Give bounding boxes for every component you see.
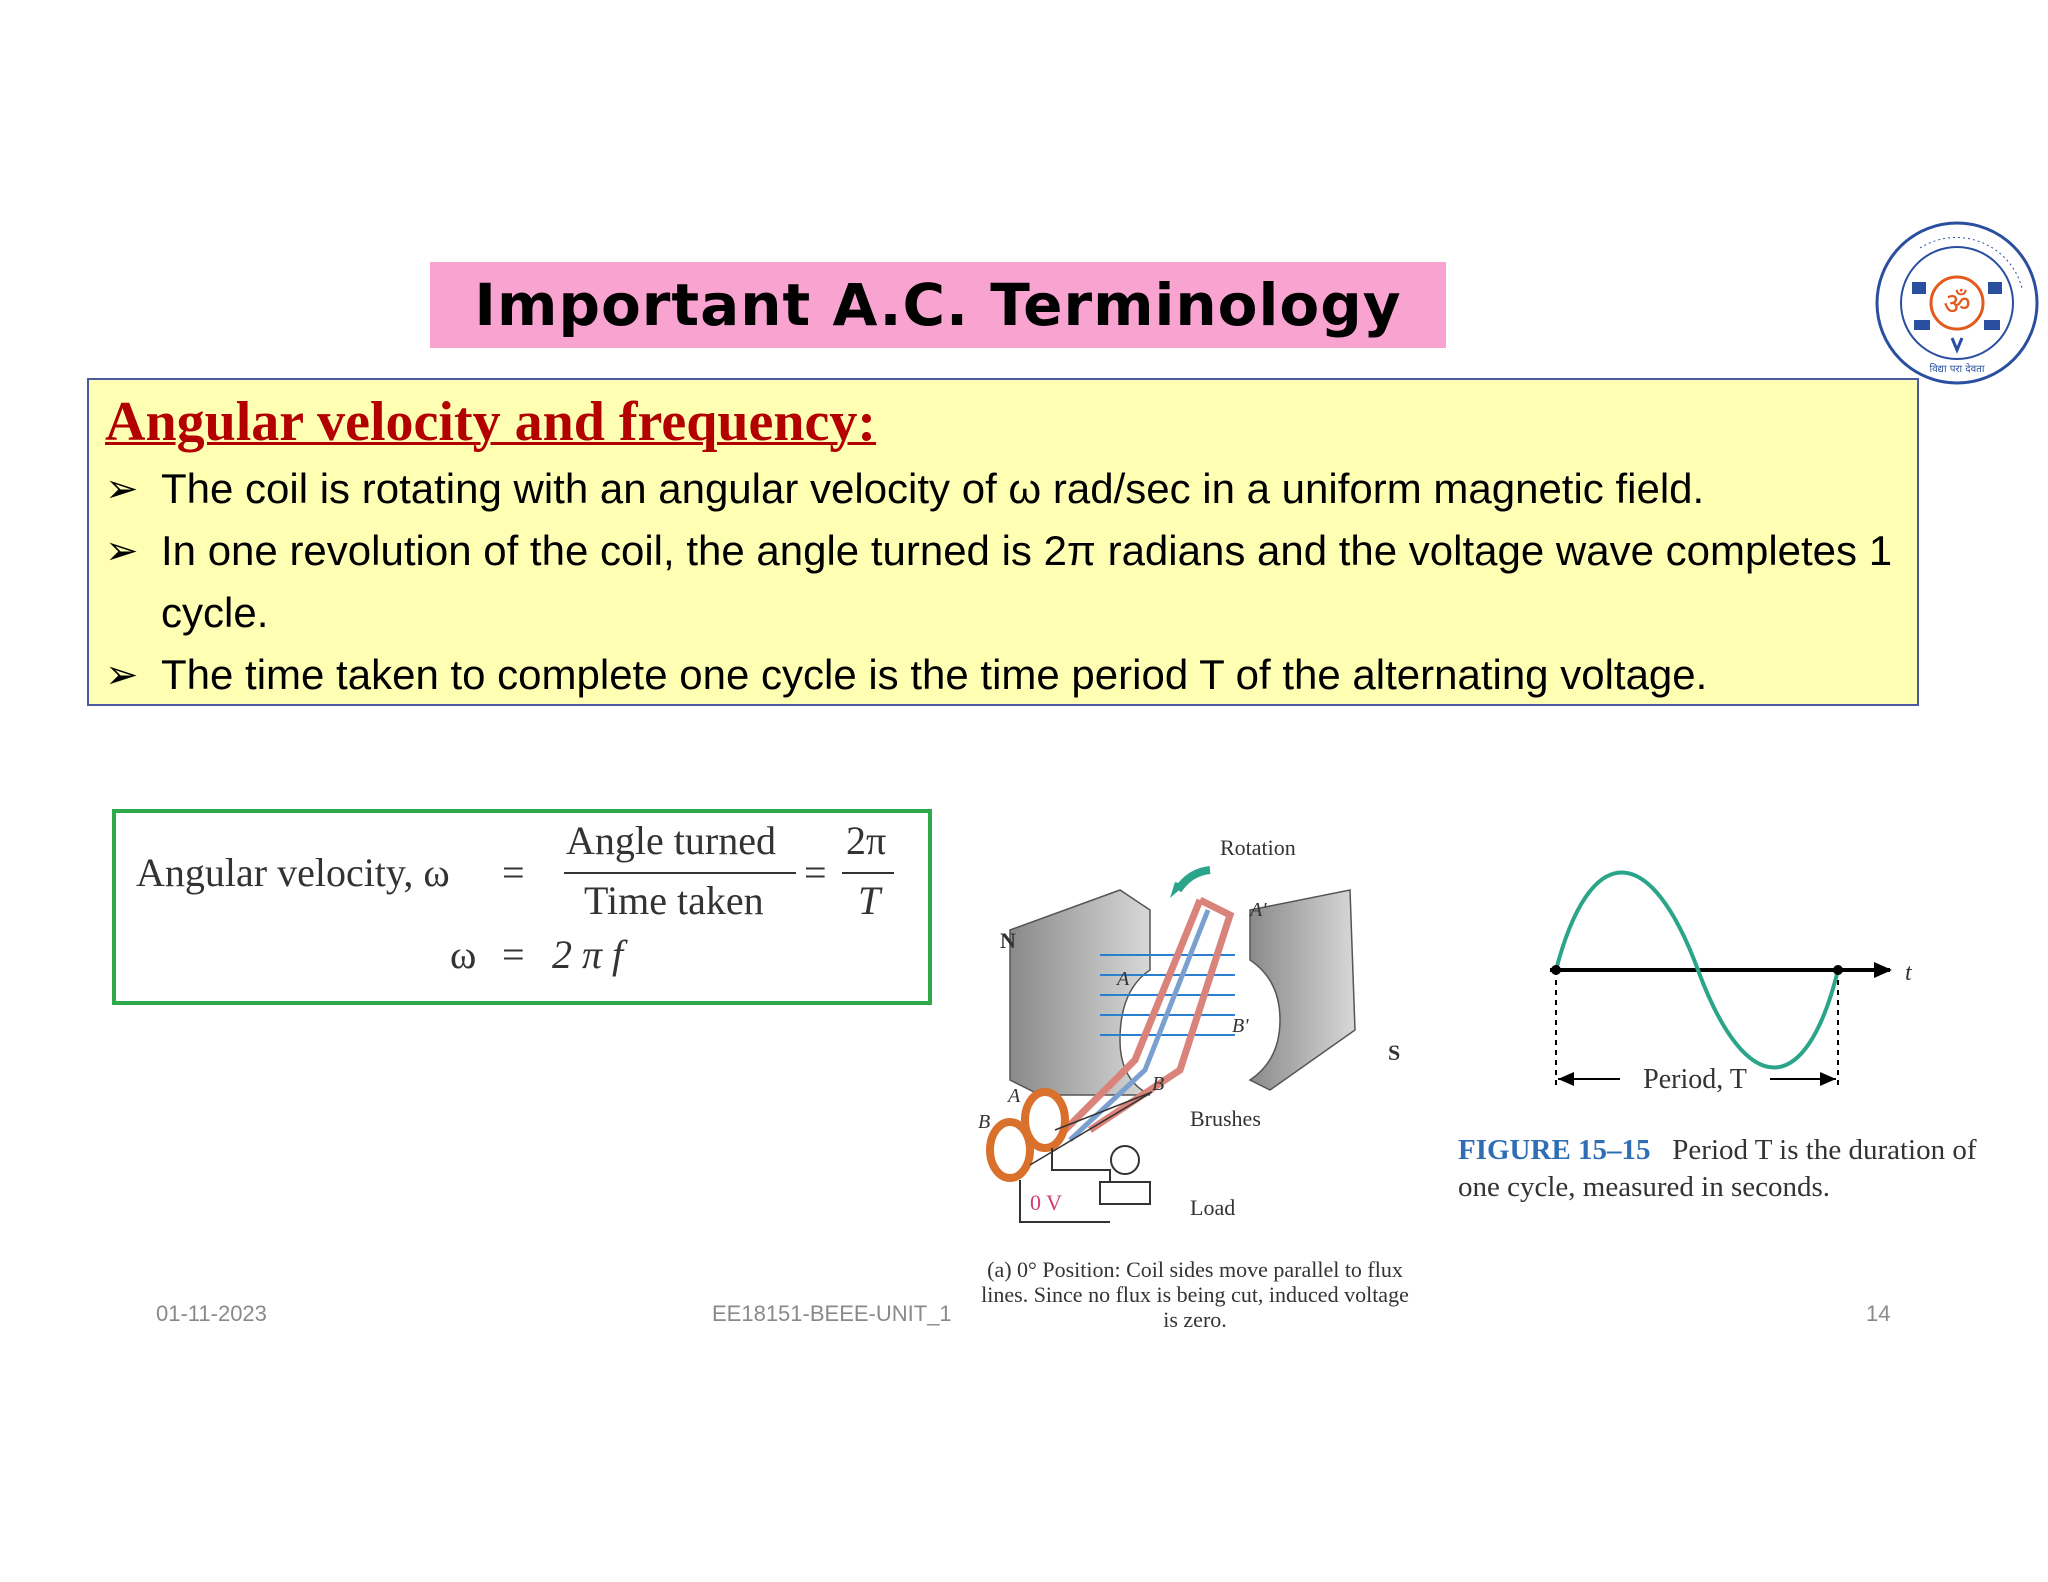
time-axis-label: t (1905, 960, 1912, 986)
page-number: 14 (1866, 1301, 1891, 1326)
list-item (105, 520, 1915, 644)
bullet-text: The coil is rotating with an angular velocity of ω rad/sec in a uniform magnetic field. (161, 465, 1705, 512)
list-item (105, 644, 1915, 706)
north-label: N (1000, 928, 1016, 953)
sine-period-diagram (1530, 870, 1930, 1100)
load-bulb-icon (1111, 1146, 1139, 1174)
seal-motto: विद्या परा देवता (1929, 364, 1985, 375)
formula-equals-2: = (804, 850, 827, 895)
list-item (105, 458, 1915, 520)
slide-title: Important A.C. Terminology (474, 271, 1402, 339)
figure2-caption (1458, 1132, 2018, 1206)
rotation-label: Rotation (1220, 835, 1296, 860)
arrow-bullet-icon: ➢ (105, 653, 139, 697)
content-box (87, 378, 1919, 706)
load-label: Load (1190, 1195, 1236, 1220)
rotation-arrow-icon (1178, 870, 1210, 890)
slip-ring (990, 1122, 1030, 1178)
brushes-label: Brushes (1190, 1106, 1261, 1131)
b-prime-label: B' (1232, 1015, 1249, 1037)
arrow-bullet-icon: ➢ (105, 529, 139, 573)
a-label: A (1008, 1085, 1021, 1107)
axis-arrow-icon (1874, 962, 1892, 978)
formula-numerator: Angle turned (566, 818, 776, 863)
period-label: Period, T (1643, 1064, 1747, 1095)
fraction-bar-2 (842, 872, 894, 874)
formula-line2-lhs: ω (450, 932, 477, 977)
college-seal-icon (1872, 218, 2042, 388)
formula-denominator: Time taken (584, 878, 764, 923)
figure-description: Period T is the duration of one cycle, measured in seconds. (1458, 1134, 1977, 1203)
section-heading: Angular velocity and frequency: (105, 391, 877, 453)
b-label: B (1152, 1073, 1165, 1095)
voltage-label: 0 V (1030, 1190, 1062, 1215)
footer-course: EE18151-BEEE-UNIT_1 (712, 1301, 952, 1326)
formula-denominator-2: T (858, 878, 881, 923)
figure-number: FIGURE 15–15 (1458, 1134, 1651, 1166)
south-label: S (1388, 1040, 1401, 1065)
formula-equals: = (502, 850, 525, 895)
formula-numerator-2: 2π (846, 818, 887, 863)
figure1-caption: (a) 0° Position: Coil sides move parallel to flux lines. Since no flux is being cut, induced voltage is zero. (981, 1257, 1409, 1332)
bullet-text: The time taken to complete one cycle is the time period T of the alternating voltage. (161, 651, 1708, 698)
arrow-bullet-icon: ➢ (105, 467, 139, 511)
title-banner (430, 262, 1446, 348)
bullet-list (105, 458, 1915, 706)
a-label: A (1117, 968, 1130, 990)
formula-lhs: Angular velocity, ω (136, 850, 450, 895)
formula-box (112, 809, 932, 1005)
generator-diagram (970, 830, 1430, 1230)
fraction-bar (564, 872, 796, 874)
formula-line2-rhs: 2 π f (552, 932, 624, 977)
bullet-text: In one revolution of the coil, the angle turned is 2π radians and the voltage wave completes 1 cycle. (161, 527, 1893, 636)
footer-date: 01-11-2023 (156, 1301, 267, 1326)
a-prime-label: A' (1250, 899, 1267, 921)
formula-line2-equals: = (502, 932, 525, 977)
b-label: B (978, 1111, 991, 1133)
om-symbol: ॐ (1943, 287, 1971, 322)
